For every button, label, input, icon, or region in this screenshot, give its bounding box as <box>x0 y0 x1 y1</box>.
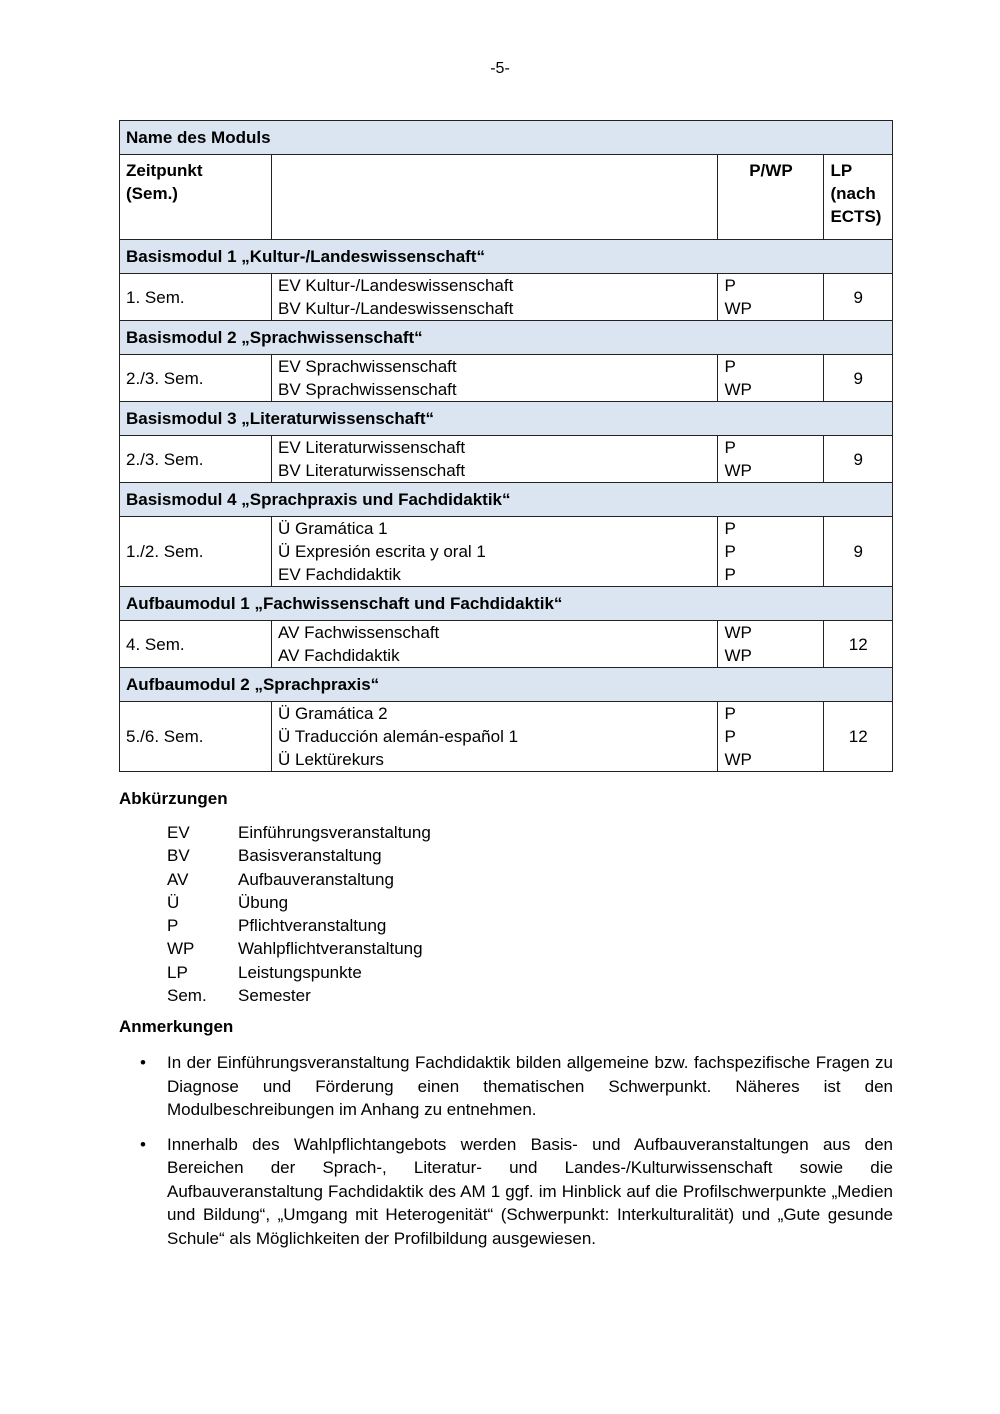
page-number: -5- <box>490 60 510 77</box>
semester-cell: 4. Sem. <box>120 621 272 668</box>
lp-cell: 9 <box>824 517 893 587</box>
lp-cell: 9 <box>824 274 893 321</box>
header-line: Zeitpunkt <box>126 161 203 180</box>
course-item: BV Literaturwissenschaft <box>278 461 466 480</box>
header-line: (nach <box>830 184 876 203</box>
pwp-item: P <box>724 357 736 376</box>
module-header-row <box>120 668 893 702</box>
course-header <box>272 155 718 240</box>
module-data-row <box>120 355 893 402</box>
abbreviation-row <box>167 821 431 844</box>
pwp-item: WP <box>724 750 752 769</box>
abbreviation-row <box>167 844 431 867</box>
abbreviation-value: Übung <box>238 892 289 912</box>
abbreviation-row <box>167 937 431 960</box>
module-header-row <box>120 240 893 274</box>
abbreviation-row <box>167 914 431 937</box>
pwp-cell <box>718 274 824 321</box>
lp-cell: 12 <box>824 702 893 772</box>
pwp-cell <box>718 621 824 668</box>
course-item: Ü Expresión escrita y oral 1 <box>278 542 486 561</box>
abbreviation-key: Ü <box>167 892 180 912</box>
table-title-row <box>120 121 893 155</box>
module-header-row <box>120 483 893 517</box>
notes-title: Anmerkungen <box>119 1017 234 1036</box>
course-item: EV Literaturwissenschaft <box>278 438 466 457</box>
abbreviation-value: Basisveranstaltung <box>238 846 382 866</box>
pwp-item: P <box>724 565 736 584</box>
courses-cell <box>272 621 718 668</box>
course-item: BV Kultur-/Landeswissenschaft <box>278 299 514 318</box>
abbreviation-value: Wahlpflichtveranstaltung <box>238 939 423 959</box>
lp-cell: 12 <box>824 621 893 668</box>
lp-cell: 9 <box>824 436 893 483</box>
abbreviation-row <box>167 891 431 914</box>
module-name: Basismodul 3 „Literaturwissenschaft“ <box>120 402 893 436</box>
notes-list <box>119 1051 893 1261</box>
pwp-item: P <box>724 438 736 457</box>
module-data-row <box>120 621 893 668</box>
abbreviation-key: BV <box>167 846 190 866</box>
course-item: EV Fachdidaktik <box>278 565 401 584</box>
lp-cell: 9 <box>824 355 893 402</box>
bullet-icon: • <box>140 1053 146 1072</box>
pwp-item: P <box>724 704 736 723</box>
abbreviation-value: Aufbauveranstaltung <box>238 869 394 889</box>
module-name: Aufbaumodul 1 „Fachwissenschaft und Fachdidaktik“ <box>120 587 893 621</box>
module-data-row <box>120 436 893 483</box>
note-item <box>119 1051 893 1122</box>
pwp-cell <box>718 355 824 402</box>
abbreviation-key: EV <box>167 823 190 842</box>
column-header-row <box>120 155 893 240</box>
semester-cell: 1./2. Sem. <box>120 517 272 587</box>
note-item <box>119 1133 893 1251</box>
abbreviation-key: LP <box>167 962 188 982</box>
note-text: In der Einführungsveranstaltung Fachdidaktik bilden allgemeine bzw. fachspezifische Fragen zu Diagnose und Förderung einen thematischen Schwerpunkt. Näheres ist den Modulbeschreibungen im Anhang zu entnehmen. <box>167 1053 893 1119</box>
pwp-item: P <box>724 542 736 561</box>
course-item: Ü Gramática 1 <box>278 519 388 538</box>
courses-cell <box>272 274 718 321</box>
course-item: BV Sprachwissenschaft <box>278 380 457 399</box>
course-item: AV Fachdidaktik <box>278 646 400 665</box>
semester-cell: 1. Sem. <box>120 274 272 321</box>
module-name: Basismodul 1 „Kultur-/Landeswissenschaft“ <box>120 240 893 274</box>
bullet-icon: • <box>140 1134 146 1154</box>
pwp-cell <box>718 702 824 772</box>
module-name: Basismodul 2 „Sprachwissenschaft“ <box>120 321 893 355</box>
note-text: Innerhalb des Wahlpflichtangebots werden Basis- und Aufbauveranstaltungen aus den Bereichen der Sprach-, Literatur- und Landes-/Kulturwissenschaft sowie die Aufbauveranstaltung Fachdidaktik des AM 1 ggf. im Hinblick auf die Profilschwerpunkte „Medien und Bildung“, „Umgang mit Heterogenität“ (Schwerpunkt: Interkulturalität) und „Gute gesunde Schule“ als Möglichkeiten der Profilbildung ausgewiesen. <box>167 1134 893 1248</box>
course-item: EV Sprachwissenschaft <box>278 357 457 376</box>
header-line: ECTS) <box>830 207 882 226</box>
course-item: EV Kultur-/Landeswissenschaft <box>278 276 514 295</box>
abbreviation-key: WP <box>167 939 195 959</box>
pwp-item: WP <box>724 380 752 399</box>
abbreviation-row <box>167 984 431 1007</box>
pwp-item: P <box>724 276 736 295</box>
semester-cell: 2./3. Sem. <box>120 355 272 402</box>
module-header-row <box>120 402 893 436</box>
courses-cell <box>272 436 718 483</box>
pwp-header: P/WP <box>718 155 824 240</box>
pwp-item: WP <box>724 299 752 318</box>
courses-cell <box>272 517 718 587</box>
pwp-item: WP <box>724 623 752 642</box>
abbreviation-value: Pflichtveranstaltung <box>238 916 387 936</box>
abbreviation-key: P <box>167 916 179 936</box>
module-header-row <box>120 587 893 621</box>
pwp-item: P <box>724 727 736 746</box>
module-name: Aufbaumodul 2 „Sprachpraxis“ <box>120 668 893 702</box>
module-data-row <box>120 274 893 321</box>
pwp-cell <box>718 436 824 483</box>
module-data-row <box>120 517 893 587</box>
pwp-item: WP <box>724 461 752 480</box>
abbreviations-title: Abkürzungen <box>119 789 228 808</box>
abbreviation-value: Semester <box>238 986 311 1006</box>
semester-cell: 2./3. Sem. <box>120 436 272 483</box>
pwp-item: WP <box>724 646 752 665</box>
abbreviation-row <box>167 961 431 984</box>
courses-cell <box>272 355 718 402</box>
module-header-row <box>120 321 893 355</box>
abbreviation-key: AV <box>167 869 189 889</box>
module-data-row <box>120 702 893 772</box>
courses-cell <box>272 702 718 772</box>
abbreviation-row <box>167 868 431 891</box>
course-item: Ü Traducción alemán-español 1 <box>278 727 519 746</box>
course-item: AV Fachwissenschaft <box>278 623 440 642</box>
zeitpunkt-header <box>120 155 272 240</box>
pwp-cell <box>718 517 824 587</box>
course-item: Ü Lektürekurs <box>278 750 384 769</box>
header-line: LP <box>830 161 853 180</box>
abbreviation-value: Einführungsveranstaltung <box>238 823 431 842</box>
abbreviations-list <box>167 821 431 1007</box>
semester-cell: 5./6. Sem. <box>120 702 272 772</box>
lp-header <box>824 155 893 240</box>
course-item: Ü Gramática 2 <box>278 704 388 723</box>
module-table <box>119 120 893 772</box>
module-name: Basismodul 4 „Sprachpraxis und Fachdidaktik“ <box>120 483 893 517</box>
abbreviation-key: Sem. <box>167 986 207 1006</box>
header-line: (Sem.) <box>126 184 178 203</box>
abbreviation-value: Leistungspunkte <box>238 962 362 982</box>
pwp-item: P <box>724 519 736 538</box>
table-title: Name des Moduls <box>120 121 893 155</box>
